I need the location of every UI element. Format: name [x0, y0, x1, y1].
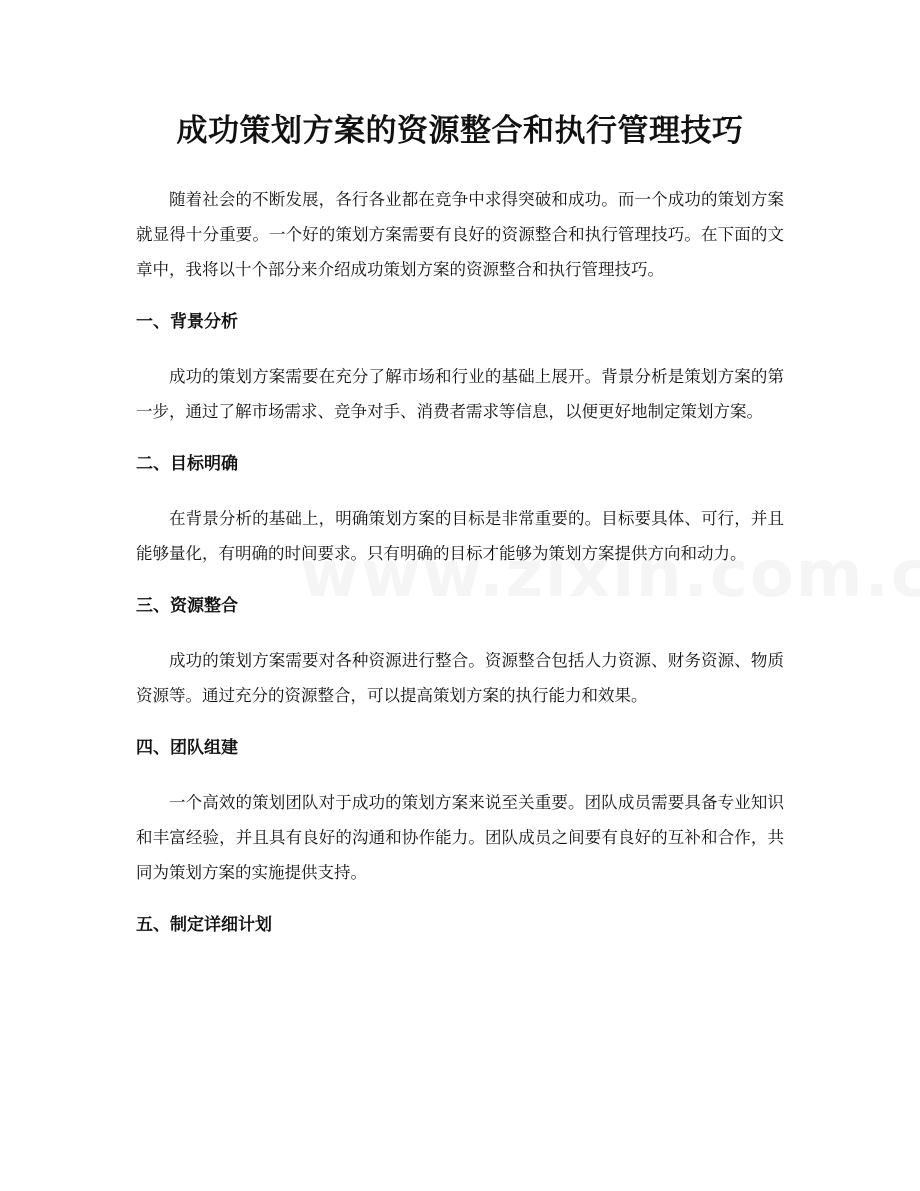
- section-heading-3: 三、资源整合: [136, 596, 238, 616]
- section-body-3: 成功的策划方案需要对各种资源进行整合。资源整合包括人力资源、财务资源、物质资源等。通过充分的资源整合，可以提高策划方案的执行能力和效果。: [136, 651, 784, 705]
- section-heading-1: 一、背景分析: [136, 312, 238, 332]
- section-heading-5: 五、制定详细计划: [136, 915, 272, 935]
- document-title: 成功策划方案的资源整合和执行管理技巧: [176, 113, 744, 149]
- section-heading-2: 二、目标明确: [136, 454, 238, 474]
- intro-paragraph: 随着社会的不断发展，各行各业都在竞争中求得突破和成功。而一个成功的策划方案就显得十分重要。一个好的策划方案需要有良好的资源整合和执行管理技巧。在下面的文章中，我将以十个部分来介绍成功策划方案的资源整合和执行管理技巧。: [136, 190, 784, 279]
- section-heading-4: 四、团队组建: [136, 738, 238, 758]
- section-body-1: 成功的策划方案需要在充分了解市场和行业的基础上展开。背景分析是策划方案的第一步，通过了解市场需求、竞争对手、消费者需求等信息，以便更好地制定策划方案。: [136, 367, 784, 421]
- section-body-4: 一个高效的策划团队对于成功的策划方案来说至关重要。团队成员需要具备专业知识和丰富经验，并且具有良好的沟通和协作能力。团队成员之间要有良好的互补和合作，共同为策划方案的实施提供支持。: [136, 793, 784, 882]
- document-body: [136, 182, 784, 939]
- section-body-2: 在背景分析的基础上，明确策划方案的目标是非常重要的。目标要具体、可行，并且能够量化，有明确的时间要求。只有明确的目标才能够为策划方案提供方向和动力。: [136, 509, 784, 563]
